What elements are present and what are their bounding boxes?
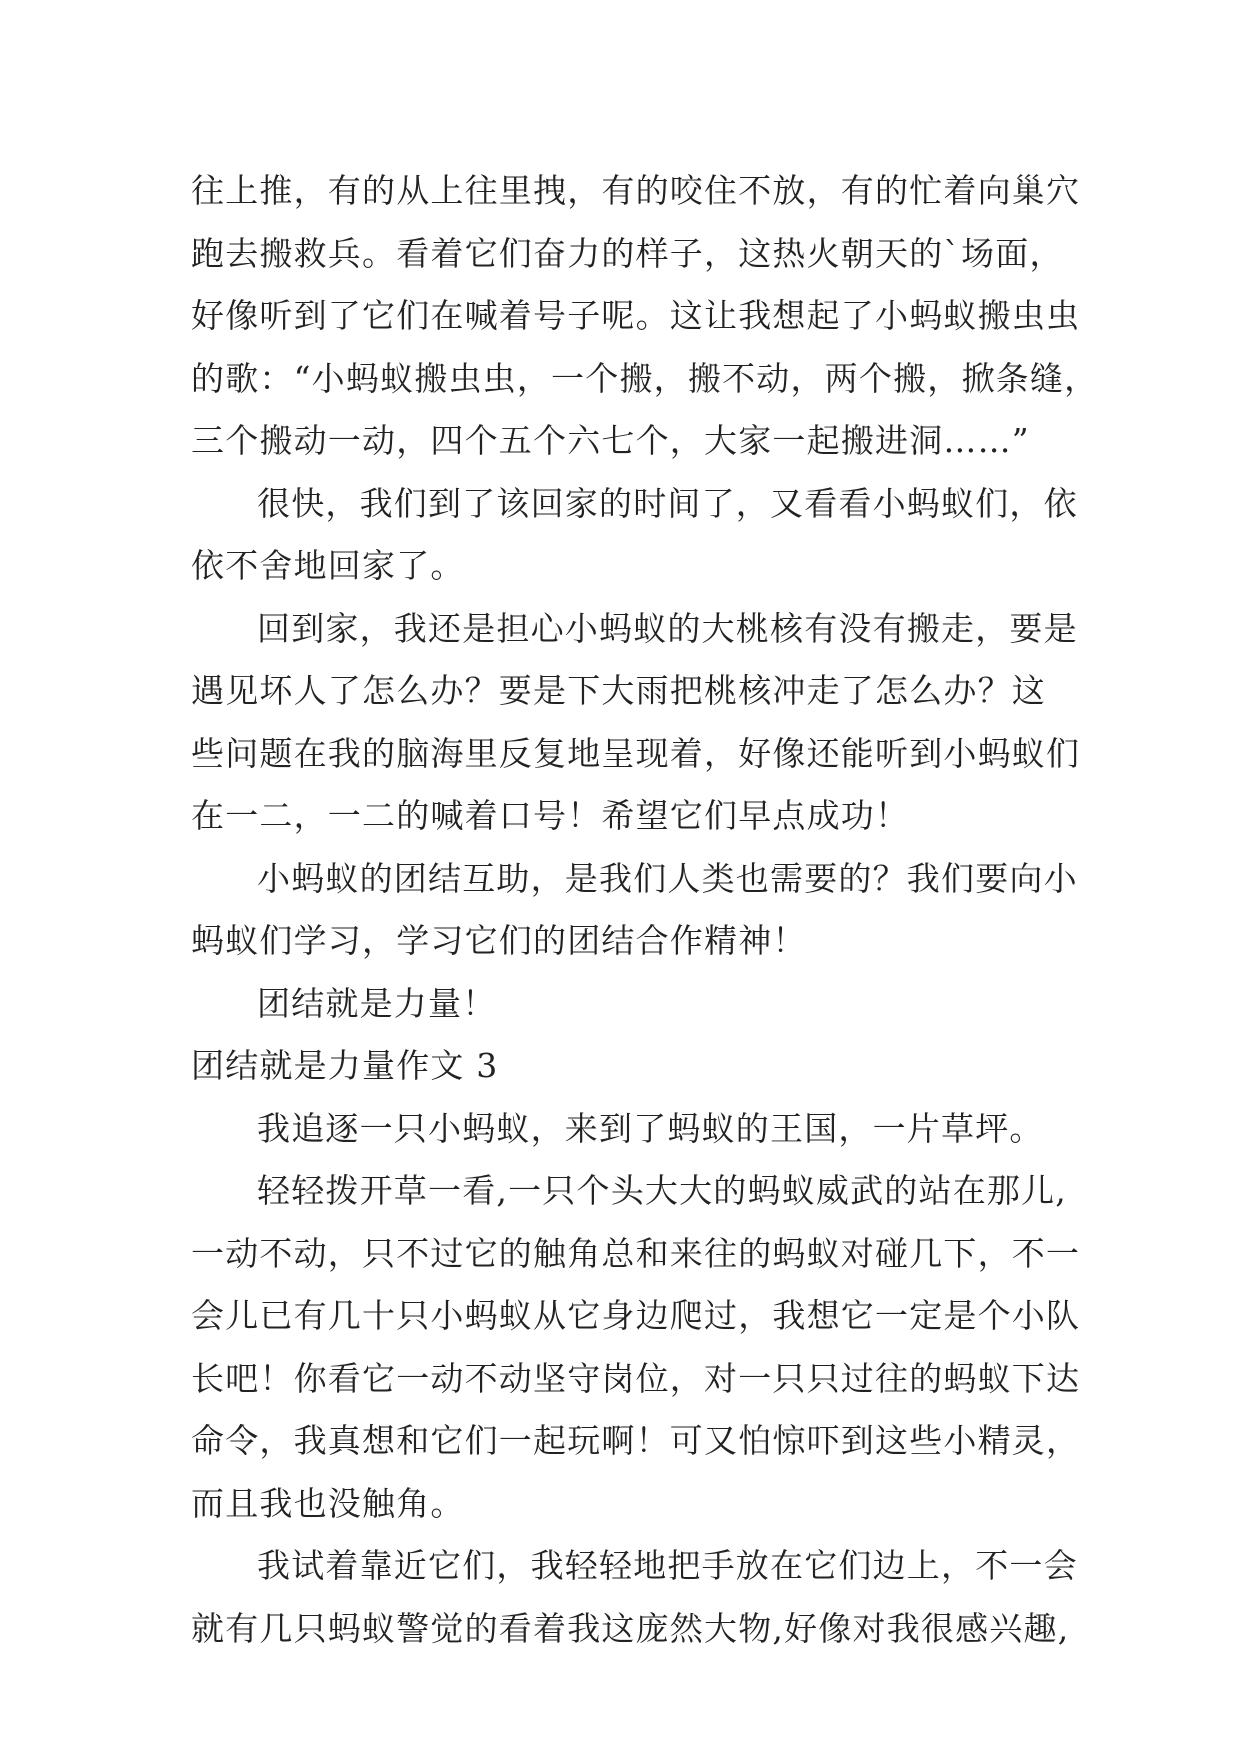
paragraph-first-line: 很快，我们到了该回家的时间了，又看看小蚂蚁们，依 (257, 483, 1078, 523)
text-line: 会儿已有几十只小蚂蚁从它身边爬过，我想它一定是个小队 (191, 1296, 1081, 1335)
paragraph-first-line: 小蚂蚁的团结互助，是我们人类也需要的？我们要向小 (257, 858, 1078, 898)
text-line: 的歌：“小蚂蚁搬虫虫，一个搬，搬不动，两个搬，掀条缝， (191, 358, 1099, 398)
text-line: 团结就是力量作文 3 (191, 1046, 499, 1085)
text-line: 遇见坏人了怎么办？要是下大雨把桃核冲走了怎么办？这 (191, 671, 1046, 710)
text-line: 跑去搬救兵。看着它们奋力的样子，这热火朝天的`场面， (191, 233, 1064, 273)
text-line: 依不舍地回家了。 (191, 546, 465, 585)
article-body (191, 160, 1099, 1660)
text-line: 命令，我真想和它们一起玩啊！可又怕惊吓到这些小精灵， (191, 1421, 1081, 1460)
text-line: 一动不动，只不过它的触角总和来往的蚂蚁对碰几下，不一 (191, 1233, 1081, 1273)
text-line: 在一二，一二的喊着口号！希望它们早点成功！ (191, 796, 910, 835)
paragraph-first-line: 回到家，我还是担心小蚂蚁的大桃核有没有搬走，要是 (257, 608, 1078, 648)
text-line: 长吧！你看它一动不动坚守岗位，对一只只过往的蚂蚁下达 (191, 1358, 1081, 1398)
text-line: 往上推，有的从上往里拽，有的咬住不放，有的忙着向巢穴 (191, 171, 1081, 210)
text-line: 好像听到了它们在喊着号子呢。这让我想起了小蚂蚁搬虫虫 (191, 296, 1081, 335)
text-line: 而且我也没触角。 (191, 1483, 465, 1523)
paragraph-first-line: 团结就是力量！ (257, 983, 497, 1023)
paragraph-first-line: 我追逐一只小蚂蚁，来到了蚂蚁的王国，一片草坪。 (257, 1108, 1044, 1148)
text-line: 三个搬动一动，四个五个六七个，大家一起搬进洞……” (191, 421, 1030, 460)
text-line: 蚂蚁们学习，学习它们的团结合作精神！ (191, 921, 807, 960)
text-line: 些问题在我的脑海里反复地呈现着，好像还能听到小蚂蚁们 (191, 733, 1081, 773)
paragraph-first-line: 轻轻拨开草一看,一只个头大大的蚂蚁威武的站在那儿, (257, 1171, 1067, 1210)
text-line: 就有几只蚂蚁警觉的看着我这庞然大物,好像对我很感兴趣, (191, 1608, 1070, 1648)
paragraph-first-line: 我试着靠近它们，我轻轻地把手放在它们边上，不一会 (257, 1546, 1078, 1585)
